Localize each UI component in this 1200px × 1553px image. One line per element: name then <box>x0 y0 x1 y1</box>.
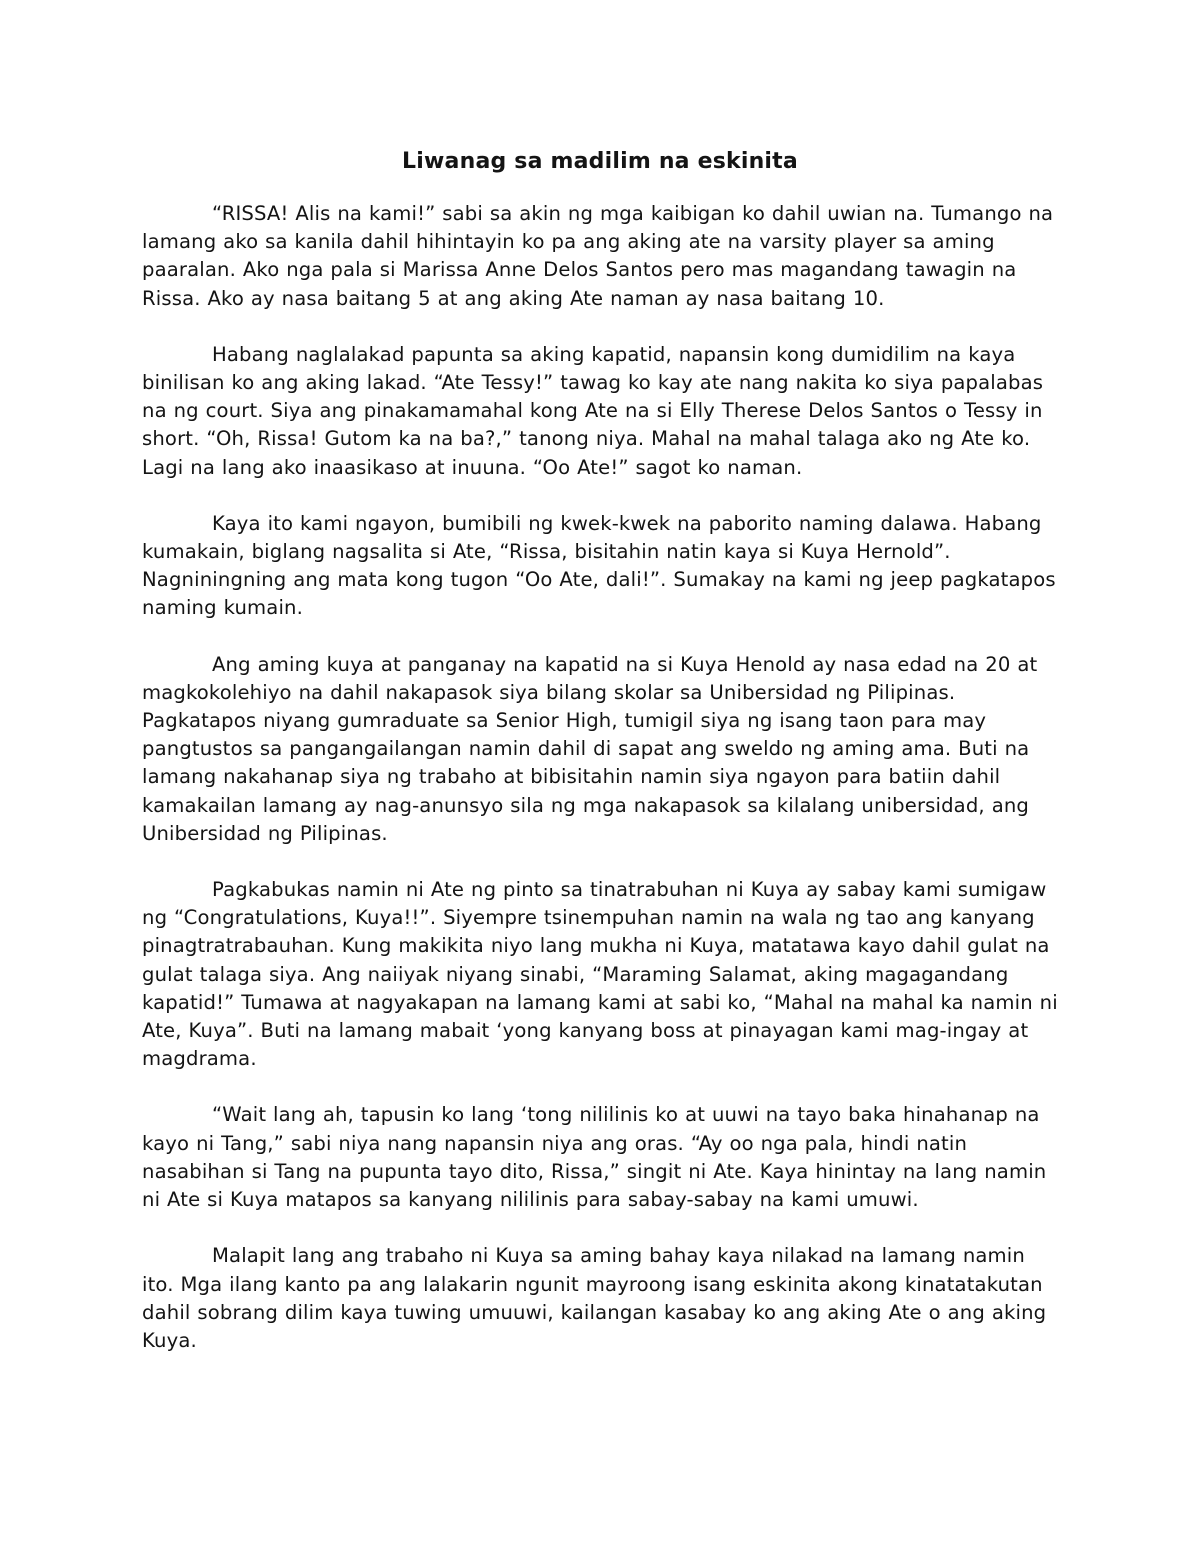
story-paragraph-1: “RISSA! Alis na kami!” sabi sa akin ng mga kaibigan ko dahil uwian na. Tumango na lamang ako sa kanila dahil hihintayin ko pa ang aking ate na varsity player sa aming paaralan. Ako nga pala si Marissa Anne Delos Santos pero mas magandang tawagin na Rissa. Ako ay nasa baitang 5 at ang aking Ate naman ay nasa baitang 10. <box>142 202 1054 310</box>
document-title: Liwanag sa madilim na eskinita <box>402 149 798 174</box>
story-paragraph-4: Ang aming kuya at panganay na kapatid na si Kuya Henold ay nasa edad na 20 at magkokolehiyo na dahil nakapasok siya bilang skolar sa Unibersidad ng Pilipinas. Pagkatapos niyang gumraduate sa Senior High, tumigil siya ng isang taon para may pangtustos sa pangangailangan namin dahil di sapat ang sweldo ng aming ama. Buti na lamang nakahanap siya ng trabaho at bibisitahin namin siya ngayon para batiin dahil kamakailan lamang ay nag-anunsyo sila ng mga nakapasok sa kilalang unibersidad, ang Unibersidad ng Pilipinas. <box>142 652 1038 845</box>
story-paragraph-5: Pagkabukas namin ni Ate ng pinto sa tinatrabuhan ni Kuya ay sabay kami sumigaw ng “Congratulations, Kuya!!”. Siyempre tsinempuhan namin na wala ng tao ang kanyang pinagtratrabauhan. Kung makikita niyo lang mukha ni Kuya, matatawa kayo dahil gulat na gulat talaga siya. Ang naiiyak niyang sinabi, “Maraming Salamat, aking magagandang kapatid!” Tumawa at nagyakapan na lamang kami at sabi ko, “Mahal na mahal ka namin ni Ate, Kuya”. Buti na lamang mabait ‘yong kanyang boss at pinayagan kami mag-ingay at magdrama. <box>142 878 1058 1071</box>
story-paragraph-3: Kaya ito kami ngayon, bumibili ng kwek-kwek na paborito naming dalawa. Habang kumakain, biglang nagsalita si Ate, “Rissa, bisitahin natin kaya si Kuya Hernold”. Nagniningning ang mata kong tugon “Oo Ate, dali!”. Sumakay na kami ng jeep pagkatapos naming kumain. <box>142 511 1056 620</box>
story-paragraph-2: Habang naglalakad papunta sa aking kapatid, napansin kong dumidilim na kaya binilisan ko ang aking lakad. “Ate Tessy!” tawag ko kay ate nang nakita ko siya papalabas na ng court. Siya ang pinakamamahal kong Ate na si Elly Therese Delos Santos o Tessy in short. “Oh, Rissa! Gutom ka na ba?,” tanong niya. Mahal na mahal talaga ako ng Ate ko. Lagi na lang ako inaasikaso at inuuna. “Oo Ate!” sagot ko naman. <box>142 342 1044 479</box>
story-paragraph-6: “Wait lang ah, tapusin ko lang ‘tong nililinis ko at uuwi na tayo baka hinahanap na kayo ni Tang,” sabi niya nang napansin niya ang oras. “Ay oo nga pala, hindi natin nasabihan si Tang na pupunta tayo dito, Rissa,” singit ni Ate. Kaya hinintay na lang namin ni Ate si Kuya matapos sa kanyang nililinis para sabay-sabay na kami umuwi. <box>142 1103 1047 1212</box>
story-paragraph-7: Malapit lang ang trabaho ni Kuya sa aming bahay kaya nilakad na lamang namin ito. Mga ilang kanto pa ang lalakarin ngunit mayroong isang eskinita akong kinatatakutan dahil sobrang dilim kaya tuwing umuuwi, kailangan kasabay ko ang aking Ate o ang aking Kuya. <box>142 1244 1047 1352</box>
